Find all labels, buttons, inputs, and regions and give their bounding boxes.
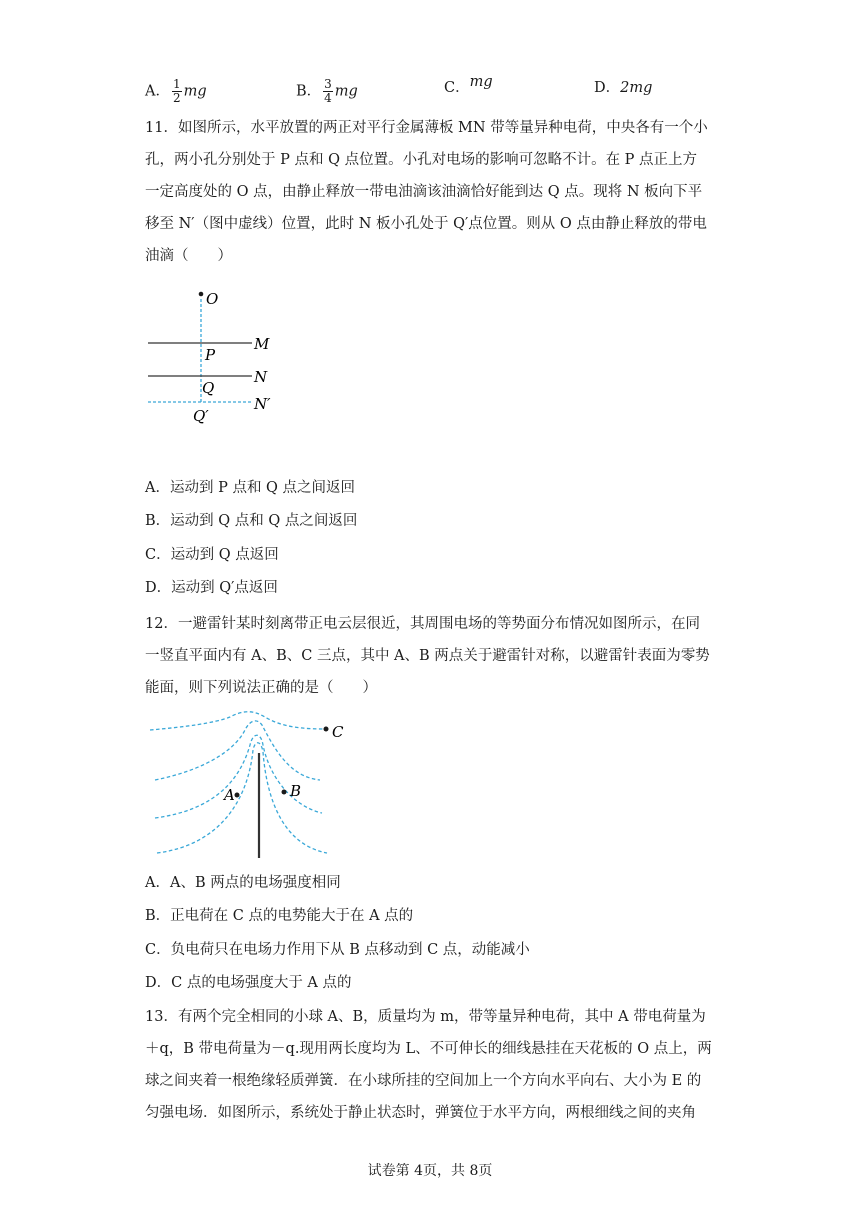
fraction: $\frac{3}{4}$ [324, 77, 332, 105]
q11-figure [140, 285, 280, 430]
equipotential-line-3 [155, 735, 322, 818]
q11-option-c: C．运动到 Q 点返回 [145, 547, 279, 563]
q12-stem [145, 608, 720, 704]
q10-option-d: D．2mg [594, 80, 653, 96]
point-c-dot [324, 727, 329, 732]
equipotential-line-4 [157, 743, 327, 853]
q12-option-c: C．负电荷只在电场力作用下从 B 点移动到 C 点，动能减小 [145, 942, 530, 958]
label-a: A [224, 786, 235, 804]
fraction: $\frac{1}{2}$ [172, 77, 181, 105]
q10-option-b: B． $\frac{3}{4}$ mg [296, 77, 358, 105]
q11-line: 11．如图所示，水平放置的两正对平行金属薄板 MN 带等量异种电荷，中央各有一个小 [145, 120, 708, 136]
q12-line: 一竖直平面内有 A、B、C 三点，其中 A、B 两点关于避雷针对称，以避雷针表面为零势 [145, 648, 710, 664]
equipotential-lines [150, 712, 330, 853]
point-b-dot [282, 790, 287, 795]
q12-line: 能面，则下列说法正确的是（ ） [145, 680, 377, 696]
q12-figure [140, 705, 370, 865]
q12-option-b: B．正电荷在 C 点的电势能大于在 A 点的 [145, 908, 414, 924]
q11-stem [145, 112, 720, 272]
label-n: N [254, 368, 268, 386]
point-o-dot [199, 292, 204, 297]
equipotential-line-1 [150, 712, 330, 730]
q10-option-c: C．mg [444, 74, 493, 96]
q13-line: 匀强电场．如图所示，系统处于静止状态时，弹簧位于水平方向，两根细线之间的夹角 [145, 1105, 696, 1121]
q11-line: 移至 N′（图中虚线）位置，此时 N 板小孔处于 Q′点位置。则从 O 点由静止释放的带电 [145, 216, 707, 232]
q13-line: 球之间夹着一根绝缘轻质弹簧．在小球所挂的空间加上一个方向水平向右、大小为 E 的 [145, 1073, 702, 1089]
q11-line: 一定高度处的 O 点，由静止释放一带电油滴该油滴恰好能到达 Q 点。现将 N 板向下平 [145, 184, 703, 200]
q12-option-d: D．C 点的电场强度大于 A 点的 [145, 975, 352, 991]
q13-line: ＋q，B 带电荷量为－q.现用两长度均为 L、不可伸长的细线悬挂在天花板的 O 点上，两 [145, 1041, 712, 1057]
q12-option-a: A．A、B 两点的电场强度相同 [145, 875, 341, 891]
page-footer: 试卷第 4页，共 8页 [367, 1163, 493, 1179]
label-q: Q [202, 379, 215, 397]
q12-line: 12．一避雷针某时刻离带正电云层很近，其周围电场的等势面分布情况如图所示，在同 [145, 616, 700, 632]
label-c: C [332, 723, 344, 741]
q10-option-a: A． $\frac{1}{2}$ mg [145, 77, 207, 105]
label-n-prime: N′ [254, 395, 271, 413]
equipotential-line-2 [155, 721, 320, 780]
label-b: B [290, 782, 302, 800]
q11-option-a: A．运动到 P 点和 Q 点之间返回 [145, 480, 356, 496]
label-m: M [254, 335, 270, 353]
label-p: P [205, 346, 216, 364]
label-o: O [206, 290, 219, 308]
point-a-dot [235, 793, 240, 798]
q11-line: 孔，两小孔分别处于 P 点和 Q 点位置。小孔对电场的影响可忽略不计。在 P 点正上方 [145, 152, 698, 168]
label-q-prime: Q′ [193, 407, 209, 425]
q13-stem [145, 1001, 720, 1129]
q13-line: 13．有两个完全相同的小球 A、B，质量均为 m，带等量异种电荷，其中 A 带电荷量为 [145, 1009, 706, 1025]
q11-option-b: B．运动到 Q 点和 Q 点之间返回 [145, 513, 358, 529]
q11-option-d: D．运动到 Q′点返回 [145, 580, 278, 596]
q11-line: 油滴（ ） [145, 248, 232, 264]
